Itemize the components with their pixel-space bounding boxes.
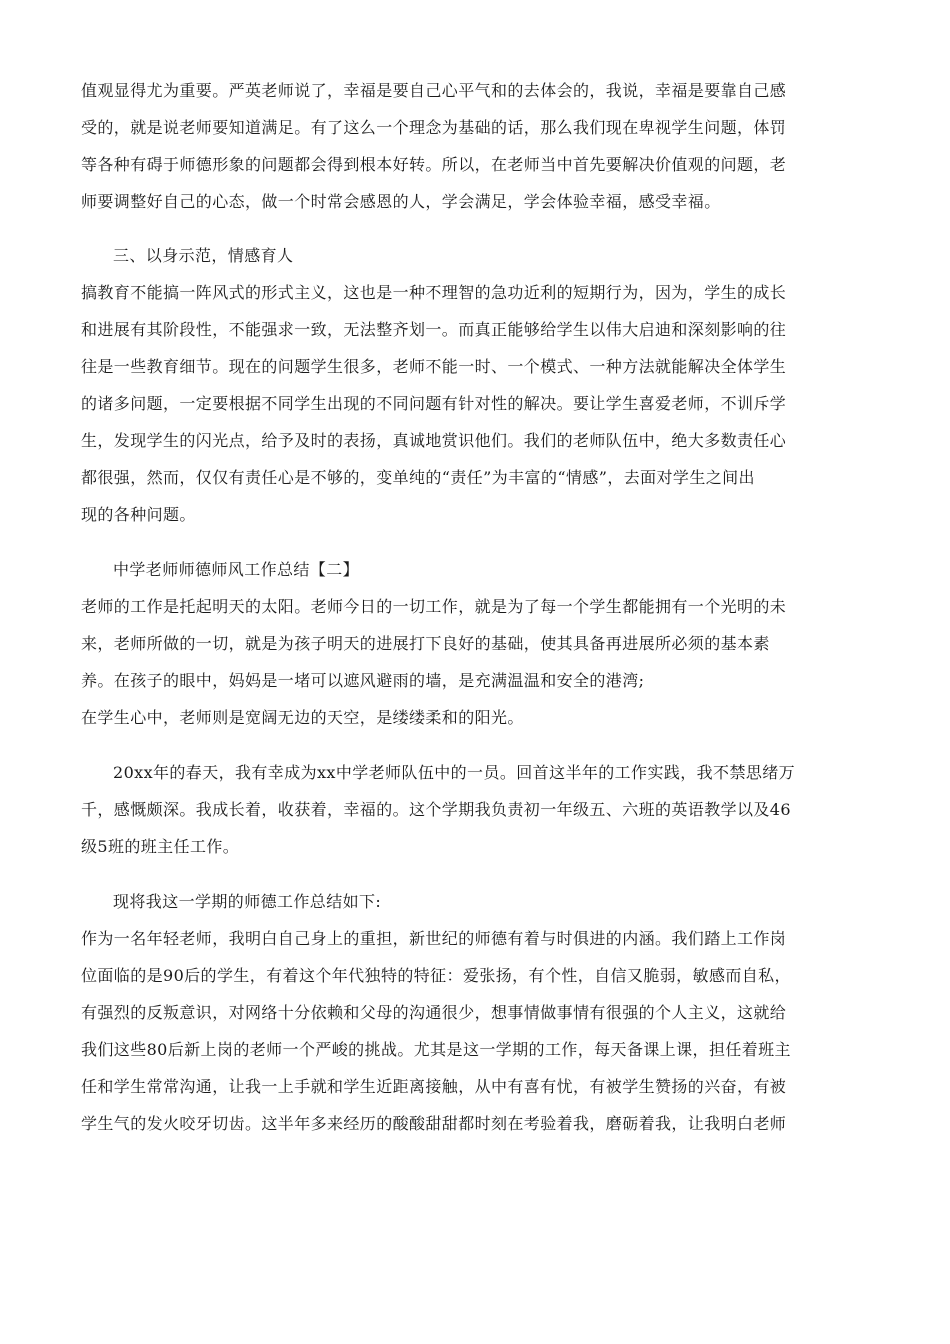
- text-line: 的诸多问题，一定要根据不同学生出现的不同问题有针对性的解决。要让学生喜爱老师，不训斥学: [81, 394, 787, 413]
- text-line: 我们这些80后新上岗的老师一个严峻的挑战。尤其是这一学期的工作，每天备课上课，担任着班主: [81, 1040, 791, 1059]
- text-line: 来，老师所做的一切，就是为孩子明天的进展打下良好的基础，使其具备再进展所必须的基本素: [81, 634, 770, 653]
- text-line: 位面临的是90后的学生，有着这个年代独特的特征：爱张扬，有个性，自信又脆弱，敏感而自私，: [81, 966, 791, 985]
- section-heading: 三、以身示范，情感育人: [113, 246, 294, 265]
- text-line: 作为一名年轻老师，我明白自己身上的重担，新世纪的师德有着与时俱进的内涵。我们踏上工作岗: [81, 929, 787, 948]
- text-line: 现的各种问题。: [81, 505, 196, 524]
- text-line: 都很强，然而，仅仅有责任心是不够的，变单纯的“责任”为丰富的“情感”，去面对学生之间出: [81, 468, 755, 487]
- text-line: 值观显得尤为重要。严英老师说了，幸福是要自己心平气和的去体会的，我说，幸福是要靠自己感: [81, 81, 787, 100]
- text-line: 和进展有其阶段性，不能强求一致，无法整齐划一。而真正能够给学生以伟大启迪和深刻影响的往: [81, 320, 787, 339]
- text-line: 生，发现学生的闪光点，给予及时的表扬，真诚地赏识他们。我们的老师队伍中，绝大多数责任心: [81, 431, 787, 450]
- text-line: 20xx年的春天，我有幸成为xx中学老师队伍中的一员。回首这半年的工作实践，我不禁思绪万: [113, 763, 796, 782]
- text-line: 搞教育不能搞一阵风式的形式主义，这也是一种不理智的急功近利的短期行为，因为，学生的成长: [81, 283, 787, 302]
- text-line: 学生气的发火咬牙切齿。这半年多来经历的酸酸甜甜都时刻在考验着我，磨砺着我，让我明白老师: [81, 1114, 787, 1133]
- text-line: 现将我这一学期的师德工作总结如下:: [113, 892, 382, 911]
- text-line: 老师的工作是托起明天的太阳。老师今日的一切工作，就是为了每一个学生都能拥有一个光明的未: [81, 597, 787, 616]
- text-line: 任和学生常常沟通，让我一上手就和学生近距离接触，从中有喜有忧，有被学生赞扬的兴奋，有被: [81, 1077, 787, 1096]
- text-line: 师要调整好自己的心态，做一个时常会感恩的人，学会满足，学会体验幸福，感受幸福。: [81, 192, 721, 211]
- text-line: 千，感慨颇深。我成长着，收获着，幸福的。这个学期我负责初一年级五、六班的英语教学以及46: [81, 800, 791, 819]
- text-line: 养。在孩子的眼中，妈妈是一堵可以遮风避雨的墙，是充满温温和安全的港湾;: [81, 671, 645, 690]
- text-line: 在学生心中，老师则是宽阔无边的天空，是缕缕柔和的阳光。: [81, 708, 524, 727]
- text-line: 级5班的班主任工作。: [81, 837, 240, 856]
- text-line: 等各种有碍于师德形象的问题都会得到根本好转。所以，在老师当中首先要解决价值观的问题，老: [81, 155, 787, 174]
- text-line: 有强烈的反叛意识，对网络十分依赖和父母的沟通很少，想事情做事情有很强的个人主义，这就给: [81, 1003, 787, 1022]
- section-heading: 中学老师师德师风工作总结【二】: [113, 560, 360, 579]
- text-line: 往是一些教育细节。现在的问题学生很多，老师不能一时、一个模式、一种方法就能解决全体学生: [81, 357, 787, 376]
- text-line: 受的，就是说老师要知道满足。有了这么一个理念为基础的话，那么我们现在卑视学生问题，体罚: [81, 118, 787, 137]
